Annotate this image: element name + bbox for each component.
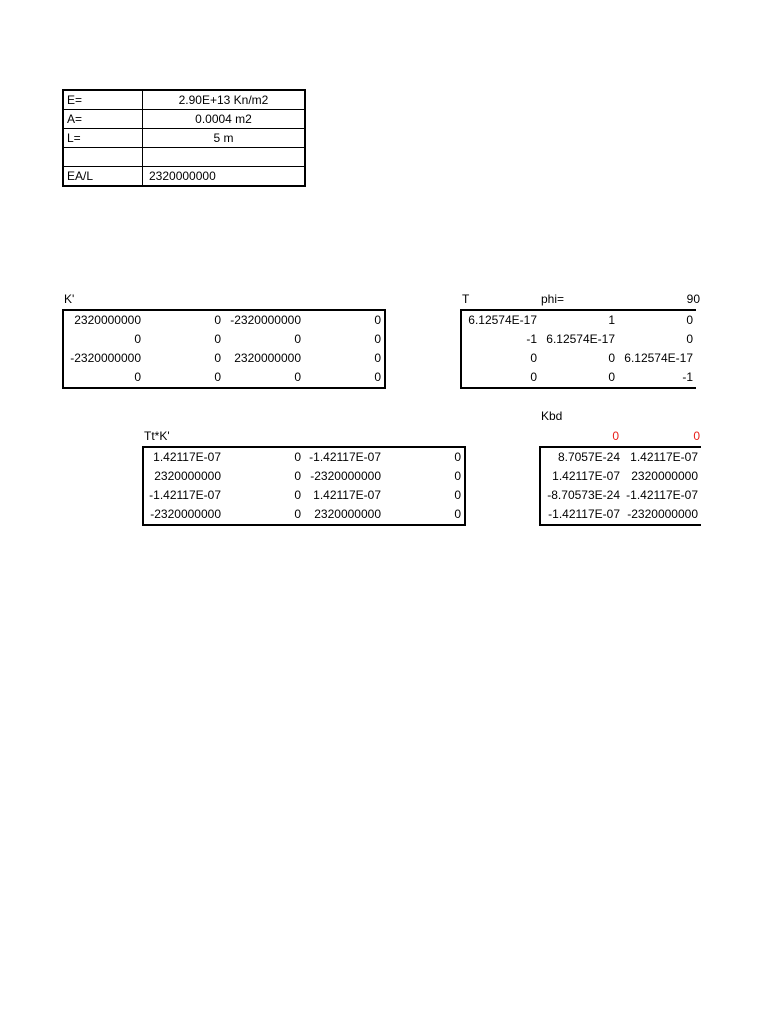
matrix-cell[interactable]: -2320000000 [70, 351, 141, 365]
matrix-cell[interactable]: -8.70573E-24 [547, 488, 620, 502]
param-value[interactable]: 0.0004 m2 [143, 110, 306, 129]
matrix-row [63, 310, 385, 330]
matrix-cell[interactable]: 6.12574E-17 [468, 313, 537, 327]
matrix-cell[interactable]: 2320000000 [74, 313, 141, 327]
matrix-cell[interactable]: -1 [682, 370, 693, 384]
matrix-cell[interactable]: 1.42117E-07 [153, 450, 221, 464]
matrix-row [143, 447, 465, 467]
param-value[interactable]: 5 m [143, 129, 306, 148]
matrix-row [461, 330, 696, 349]
matrix-row [540, 505, 701, 525]
matrix-cell[interactable]: -1.42117E-07 [626, 488, 698, 502]
matrix-row [143, 467, 465, 486]
param-label[interactable] [63, 148, 143, 167]
matrix-cell[interactable]: 2320000000 [314, 507, 381, 521]
matrix-cell[interactable]: 0 [454, 469, 461, 483]
kbd-header-cell[interactable]: 0 [612, 429, 619, 443]
matrix-cell[interactable]: 0 [454, 450, 461, 464]
matrix-cell[interactable]: 1.42117E-07 [552, 469, 620, 483]
kbd-matrix [539, 446, 701, 526]
matrix-cell[interactable]: 0 [134, 332, 141, 346]
matrix-cell[interactable]: -1.42117E-07 [149, 488, 221, 502]
matrix-row [461, 310, 696, 330]
matrix-row [540, 447, 701, 467]
phi-label: phi= [541, 292, 565, 306]
param-value[interactable] [143, 148, 306, 167]
matrix-cell[interactable]: 0 [374, 332, 381, 346]
matrix-cell[interactable]: -2320000000 [230, 313, 301, 327]
param-label[interactable]: A= [63, 110, 143, 129]
matrix-cell[interactable]: 2320000000 [631, 469, 698, 483]
matrix-cell[interactable]: -1.42117E-07 [309, 450, 381, 464]
matrix-row [461, 368, 696, 388]
matrix-cell[interactable]: 2320000000 [154, 469, 221, 483]
matrix-cell[interactable]: 0 [294, 370, 301, 384]
matrix-cell[interactable]: -2320000000 [310, 469, 381, 483]
matrix-cell[interactable]: 0 [294, 469, 301, 483]
matrix-cell[interactable]: 0 [294, 507, 301, 521]
matrix-cell[interactable]: 8.7057E-24 [557, 450, 620, 464]
matrix-cell[interactable]: 0 [454, 488, 461, 502]
matrix-cell[interactable]: 1.42117E-07 [313, 488, 381, 502]
matrix-cell[interactable]: 1 [608, 313, 615, 327]
matrix-cell[interactable]: -2320000000 [150, 507, 221, 521]
matrix-row [143, 505, 465, 525]
matrix-cell[interactable]: 0 [214, 313, 221, 327]
param-row-e [63, 90, 305, 110]
matrix-row [143, 486, 465, 505]
param-label[interactable]: EA/L [63, 167, 143, 187]
t-matrix [460, 309, 696, 389]
matrix-cell[interactable]: 0 [608, 351, 615, 365]
matrix-cell[interactable]: 0 [530, 370, 537, 384]
matrix-cell[interactable]: 0 [608, 370, 615, 384]
matrix-cell[interactable]: 2320000000 [234, 351, 301, 365]
param-label[interactable]: L= [63, 129, 143, 148]
matrix-cell[interactable]: -1.42117E-07 [548, 507, 620, 521]
tt-k-label: Tt*K' [144, 429, 170, 443]
matrix-cell[interactable]: 0 [374, 370, 381, 384]
param-value[interactable]: 2320000000 [143, 167, 306, 187]
matrix-cell[interactable]: 0 [374, 313, 381, 327]
param-row-ea-l [63, 167, 305, 187]
matrix-row [63, 330, 385, 349]
matrix-cell[interactable]: 0 [374, 351, 381, 365]
matrix-cell[interactable]: 0 [134, 370, 141, 384]
matrix-cell[interactable]: 6.12574E-17 [546, 332, 615, 346]
matrix-row [540, 467, 701, 486]
param-row-l [63, 129, 305, 148]
matrix-cell[interactable]: 0 [294, 450, 301, 464]
matrix-cell[interactable]: 0 [294, 332, 301, 346]
param-label[interactable]: E= [63, 90, 143, 110]
tt-k-matrix [142, 446, 466, 526]
matrix-cell[interactable]: 1.42117E-07 [630, 450, 698, 464]
kprime-label: K' [64, 292, 75, 306]
matrix-cell[interactable]: 0 [214, 351, 221, 365]
matrix-row [63, 349, 385, 368]
phi-value[interactable]: 90 [686, 292, 700, 306]
kprime-matrix [62, 309, 386, 389]
kbd-header-cell[interactable]: 0 [693, 429, 700, 443]
matrix-cell[interactable]: 0 [214, 332, 221, 346]
matrix-cell[interactable]: 0 [214, 370, 221, 384]
matrix-cell[interactable]: 6.12574E-17 [624, 351, 693, 365]
param-row-a [63, 110, 305, 129]
matrix-cell[interactable]: -2320000000 [627, 507, 698, 521]
matrix-cell[interactable]: 0 [686, 332, 693, 346]
matrix-row [63, 368, 385, 388]
matrix-cell[interactable]: -1 [526, 332, 537, 346]
param-value[interactable]: 2.90E+13 Kn/m2 [143, 90, 306, 110]
t-matrix-label: T [462, 292, 470, 306]
matrix-cell[interactable]: 0 [294, 488, 301, 502]
kbd-label: Kbd [541, 409, 563, 423]
matrix-row [461, 349, 696, 368]
matrix-row [540, 486, 701, 505]
parameters-table [62, 89, 306, 187]
matrix-cell[interactable]: 0 [530, 351, 537, 365]
param-row-empty [63, 148, 305, 167]
matrix-cell[interactable]: 0 [454, 507, 461, 521]
matrix-cell[interactable]: 0 [686, 313, 693, 327]
